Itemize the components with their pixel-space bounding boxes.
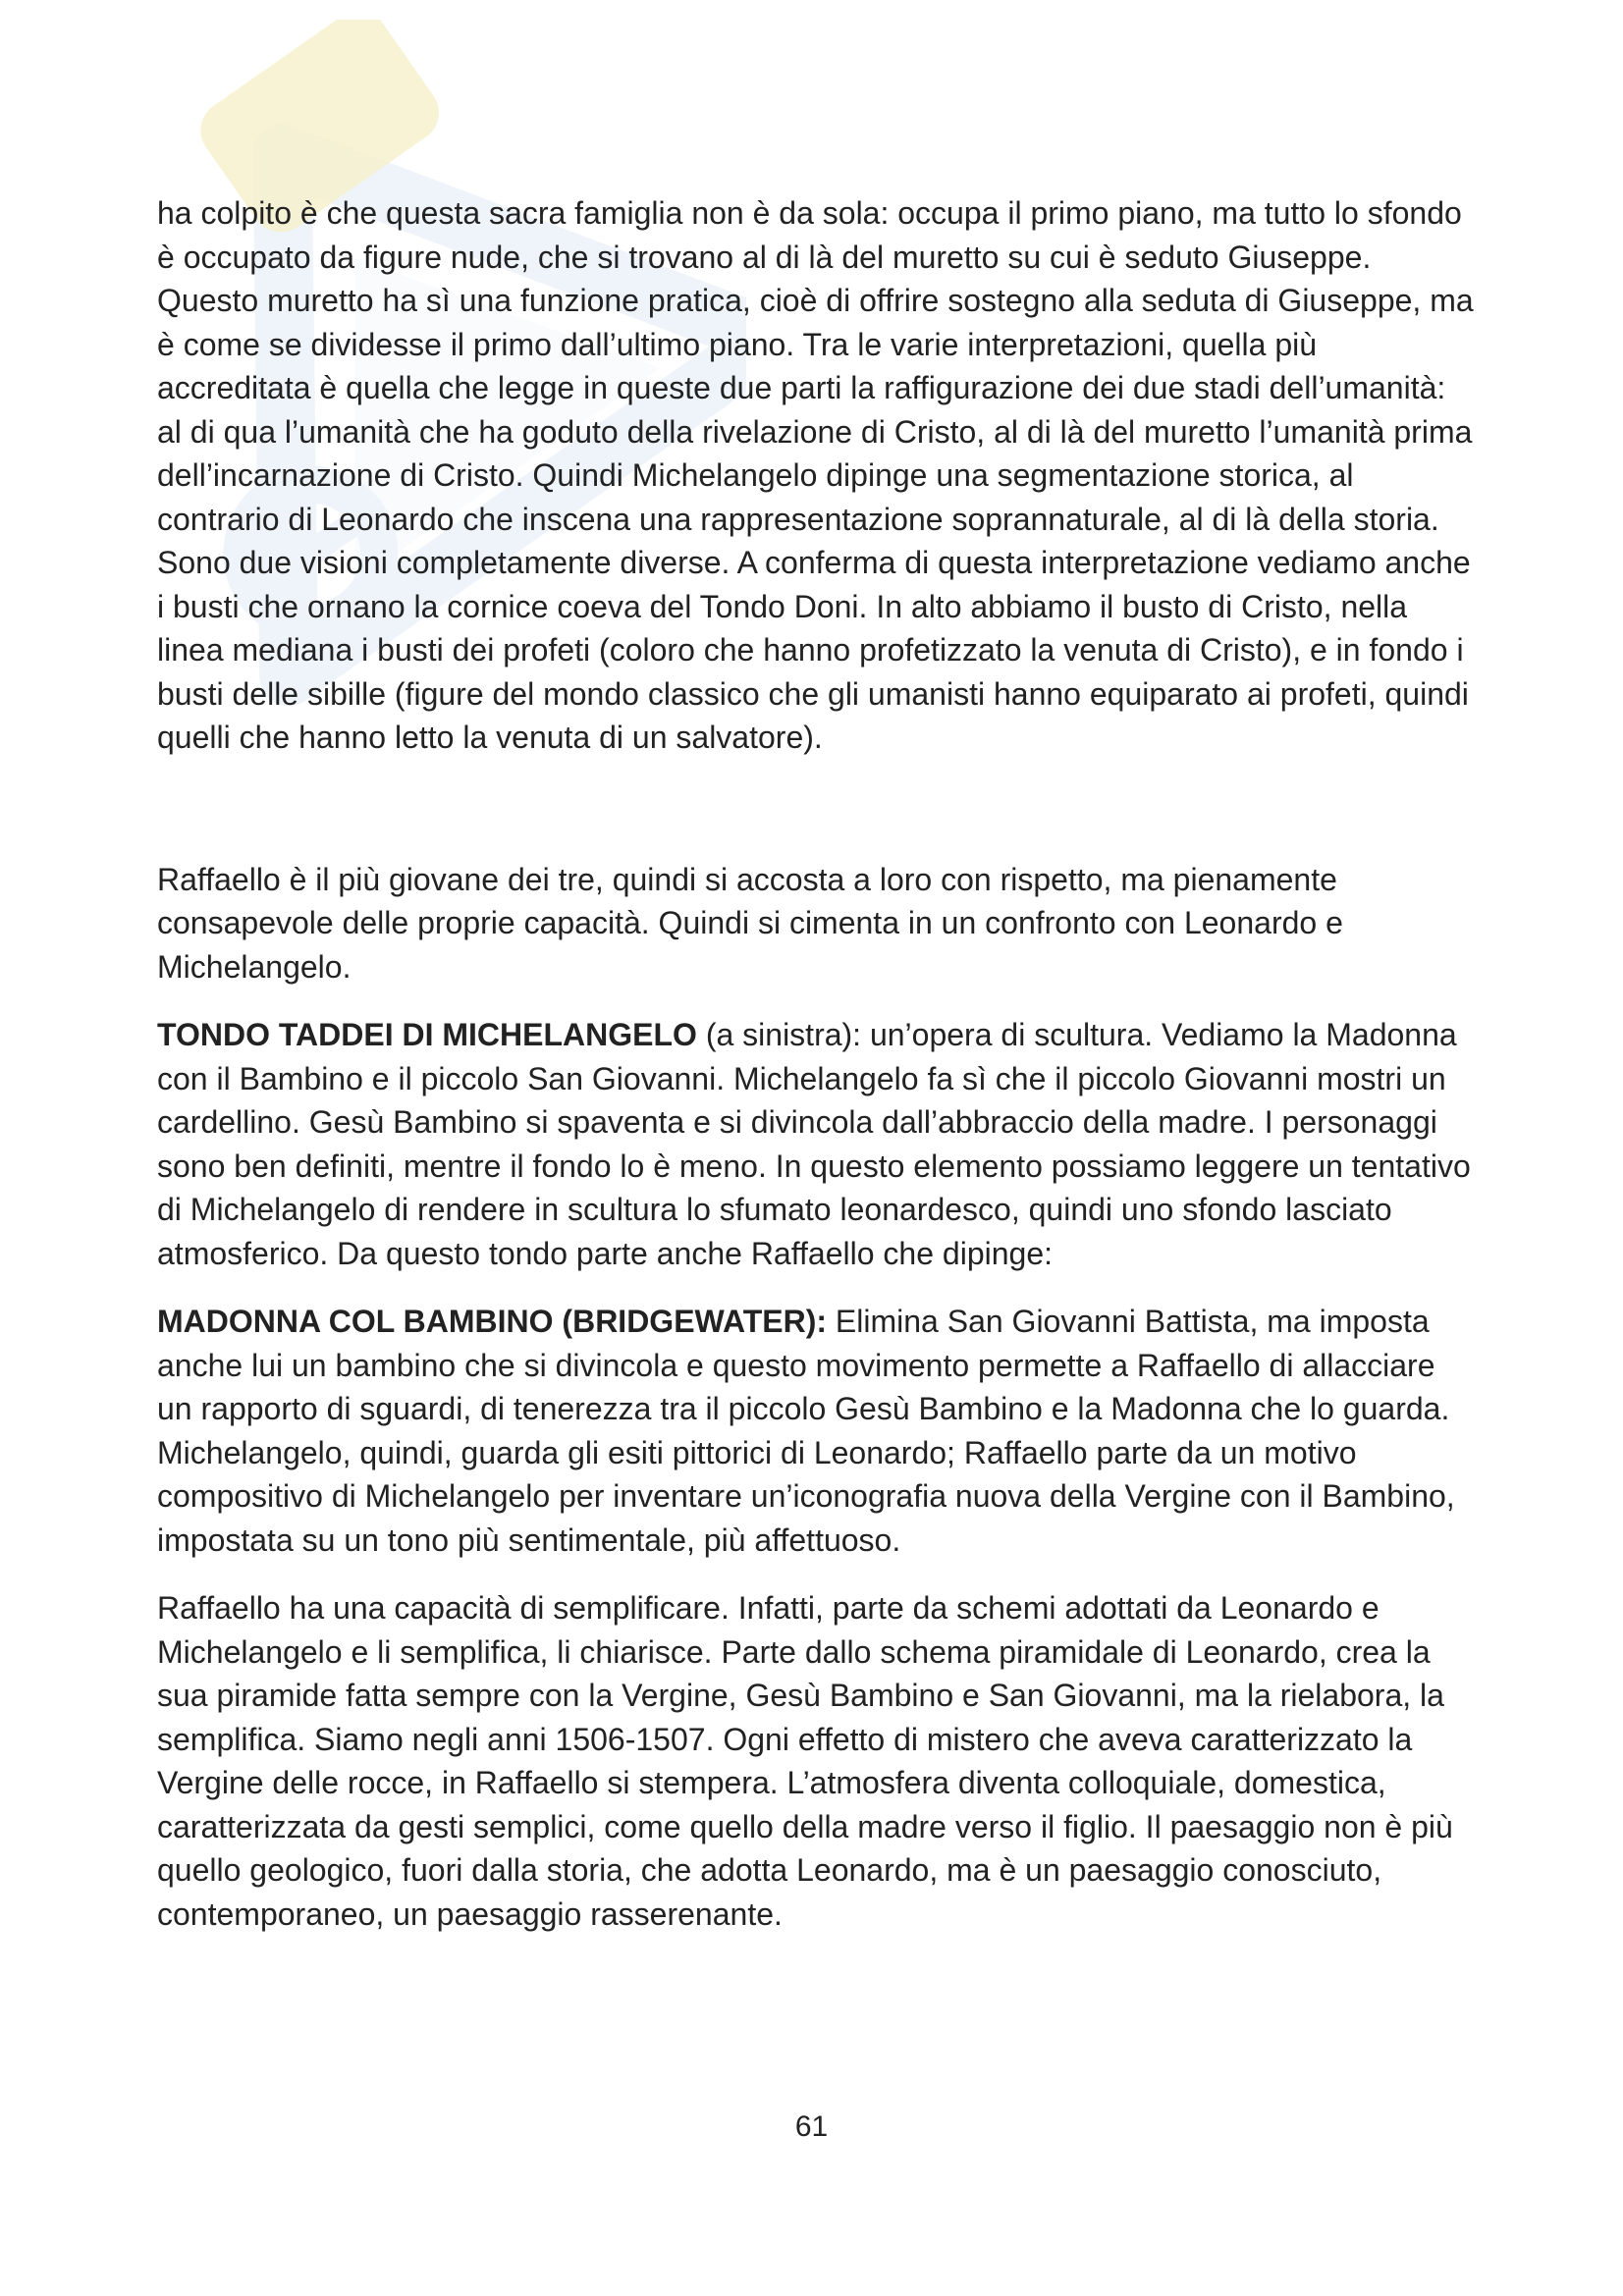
- text-tondo-taddei: (a sinistra): un’opera di scultura. Vediamo la Madonna con il Bambino e il piccolo San Giovanni. Michelangelo fa sì che il piccolo Giovanni mostri un cardellino. Gesù Bambino si spaventa e si divincola dall’abbraccio della madre. I personaggi sono ben definiti, mentre il fondo lo è meno. In questo elemento possiamo leggere un tentativo di Michelangelo di rendere in scultura lo sfumato leonardesco, quindi uno sfondo lasciato atmosferico. Da questo tondo parte anche Raffaello che dipinge:: [157, 1017, 1471, 1271]
- page-content: [157, 191, 1478, 1936]
- paragraph-raffaello-semplificare: Raffaello ha una capacità di semplificare. Infatti, parte da schemi adottati da Leonardo e Michelangelo e li semplifica, li chiarisce. Parte dallo schema piramidale di Leonardo, crea la sua piramide fatta sempre con la Vergine, Gesù Bambino e San Giovanni, ma la rielabora, la semplifica. Siamo negli anni 1506-1507. Ogni effetto di mistero che aveva caratterizzato la Vergine delle rocce, in Raffaello si stempera. L’atmosfera diventa colloquiale, domestica, caratterizzata da gesti semplici, come quello della madre verso il figlio. Il paesaggio non è più quello geologico, fuori dalla storia, che adotta Leonardo, ma è un paesaggio conosciuto, contemporaneo, un paesaggio rasserenante.: [157, 1590, 1453, 1932]
- paragraph-raffaello-intro: Raffaello è il più giovane dei tre, quindi si accosta a loro con rispetto, ma pienamente consapevole delle proprie capacità. Quindi si cimenta in un confronto con Leonardo e Michelangelo.: [157, 861, 1343, 985]
- page-number: 61: [794, 2110, 829, 2143]
- paragraph-madonna-bridgewater: [157, 1300, 1478, 1562]
- heading-tondo-taddei: TONDO TADDEI DI MICHELANGELO: [157, 1017, 697, 1052]
- paragraph-tondo-doni: ha colpito è che questa sacra famiglia non è da sola: occupa il primo piano, ma tutto lo sfondo è occupato da figure nude, che si trovano al di là del muretto su cui è seduto Giuseppe. Questo muretto ha sì una funzione pratica, cioè di offrire sostegno alla seduta di Giuseppe, ma è come se dividesse il primo dall’ultimo piano. Tra le varie interpretazioni, quella più accreditata è quella che legge in queste due parti la raffigurazione dei due stadi dell’umanità: al di qua l’umanità che ha goduto della rivelazione di Cristo, al di là del muretto l’umanità prima dell’incarnazione di Cristo. Quindi Michelangelo dipinge una segmentazione storica, al contrario di Leonardo che inscena una rappresentazione soprannaturale, al di là della storia. Sono due visioni completamente diverse. A conferma di questa interpretazione vediamo anche i busti che ornano la cornice coeva del Tondo Doni. In alto abbiamo il busto di Cristo, nella linea mediana i busti dei profeti (coloro che hanno profetizzato la venuta di Cristo), e in fondo i busti delle sibille (figure del mondo classico che gli umanisti hanno equiparato ai profeti, quindi quelli che hanno letto la venuta di un salvatore).: [157, 195, 1474, 755]
- heading-madonna-bridgewater: MADONNA COL BAMBINO (BRIDGEWATER):: [157, 1304, 828, 1339]
- paragraph-tondo-taddei: [157, 1013, 1478, 1275]
- text-madonna-bridgewater: Elimina San Giovanni Battista, ma imposta anche lui un bambino che si divincola e questo movimento permette a Raffaello di allacciare un rapporto di sguardi, di tenerezza tra il piccolo Gesù Bambino e la Madonna che lo guarda. Michelangelo, quindi, guarda gli esiti pittorici di Leonardo; Raffaello parte da un motivo compositivo di Michelangelo per inventare un’iconografia nuova della Vergine con il Bambino, impostata su un tono più sentimentale, più affettuoso.: [157, 1304, 1455, 1558]
